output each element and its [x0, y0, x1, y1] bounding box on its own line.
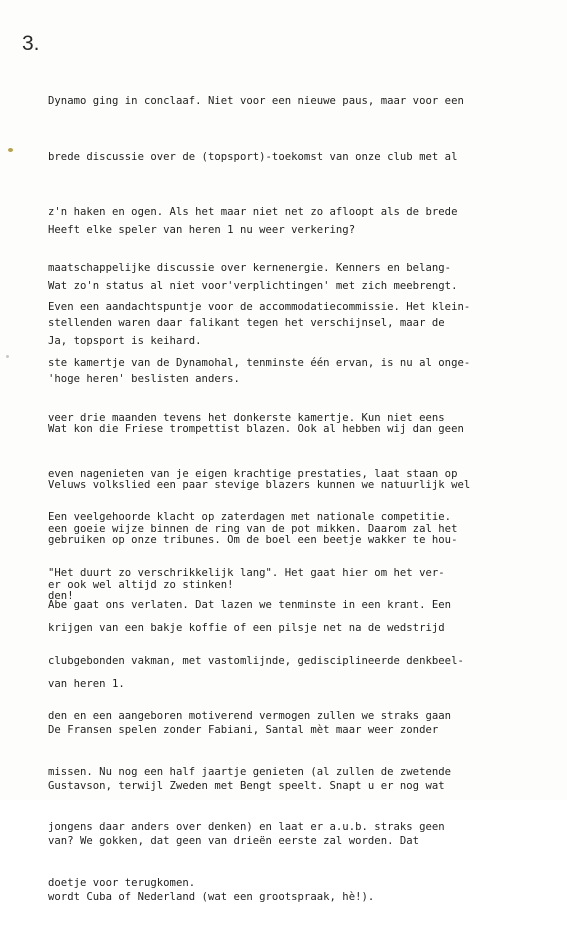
text-line: missen. Nu nog een half jaartje genieten (al zullen de zwetende	[48, 765, 452, 778]
text-line: Heeft elke speler van heren 1 nu weer verkering?	[48, 224, 356, 236]
scan-speck	[8, 148, 13, 152]
text-line: wordt Cuba of Nederland (wat een grootspraak, hè!).	[48, 890, 375, 903]
text-line: den!	[48, 589, 74, 602]
text-line: Wat kon die Friese trompettist blazen. Ook al hebben wij dan geen	[48, 423, 464, 435]
text-line: krijgen van een bakje koffie of een pilsje net na de wedstrijd	[48, 622, 445, 634]
text-line: even nagenieten van je eigen krachtige prestaties, laat staan op	[48, 467, 458, 480]
scan-speck	[6, 355, 9, 358]
text-line: Dynamo ging in conclaaf. Niet voor een nieuwe paus, maar voor een	[48, 95, 464, 107]
text-line: veer drie maanden tevens het donkerste kamertje. Kun niet eens	[48, 412, 445, 424]
text-line: doetje voor terugkomen.	[48, 876, 196, 889]
text-line: er ook wel altijd zo stinken!	[48, 578, 234, 591]
text-line: "Het duurt zo verschrikkelijk lang". Het gaat hier om het ver-	[48, 566, 445, 579]
text-line: De Fransen spelen zonder Fabiani, Santal mèt maar weer zonder	[48, 724, 439, 736]
text-line: ste kamertje van de Dynamohal, tenminste één ervan, is nu al onge-	[48, 356, 471, 369]
text-line: maatschappelijke discussie over kernenergie. Kenners en belang-	[48, 261, 452, 274]
text-line: Wat zo'n status al niet voor'verplichtingen' met zich meebrengt.	[48, 279, 458, 292]
text-line: stellenden waren daar falikant tegen het verschijnsel, maar de	[48, 317, 445, 329]
text-line: Gustavson, terwijl Zweden met Bengt speelt. Snapt u er nog wat	[48, 779, 445, 792]
text-line: 'hoge heren' beslisten anders.	[48, 372, 240, 385]
text-line: Even een aandachtspuntje voor de accommodatiecommissie. Het klein-	[48, 301, 471, 313]
text-line: gebruiken op onze tribunes. Om de boel een beetje wakker te hou-	[48, 534, 458, 546]
text-line: Abe gaat ons verlaten. Dat lazen we tenminste in een krant. Een	[48, 599, 452, 611]
text-line: van? We gokken, dat geen van drieën eerste zal worden. Dat	[48, 835, 420, 847]
page-number: 3.	[22, 32, 40, 55]
text-line: clubgebonden vakman, met vastomlijnde, gedisciplineerde denkbeel-	[48, 654, 464, 667]
text-line: een goeie wijze binnen de ring van de pot mikken. Daarom zal het	[48, 523, 458, 535]
text-line: van heren 1.	[48, 677, 125, 690]
text-line: Een veelgehoorde klacht op zaterdagen met nationale competitie.	[48, 511, 452, 523]
text-line: den en een aangeboren motiverend vermogen zullen we straks gaan	[48, 710, 452, 722]
text-line: z'n haken en ogen. Als het maar niet net zo afloopt als de brede	[48, 206, 458, 218]
paragraph-fransen-zweden	[48, 684, 445, 943]
text-line: jongens daar anders over denken) en laat er a.u.b. straks geen	[48, 821, 445, 833]
text-line: Ja, topsport is keihard.	[48, 335, 202, 347]
text-line: Veluws volkslied een paar stevige blazers kunnen we natuurlijk wel	[48, 478, 471, 491]
text-line: brede discussie over de (topsport)-toekomst van onze club met al	[48, 150, 458, 163]
